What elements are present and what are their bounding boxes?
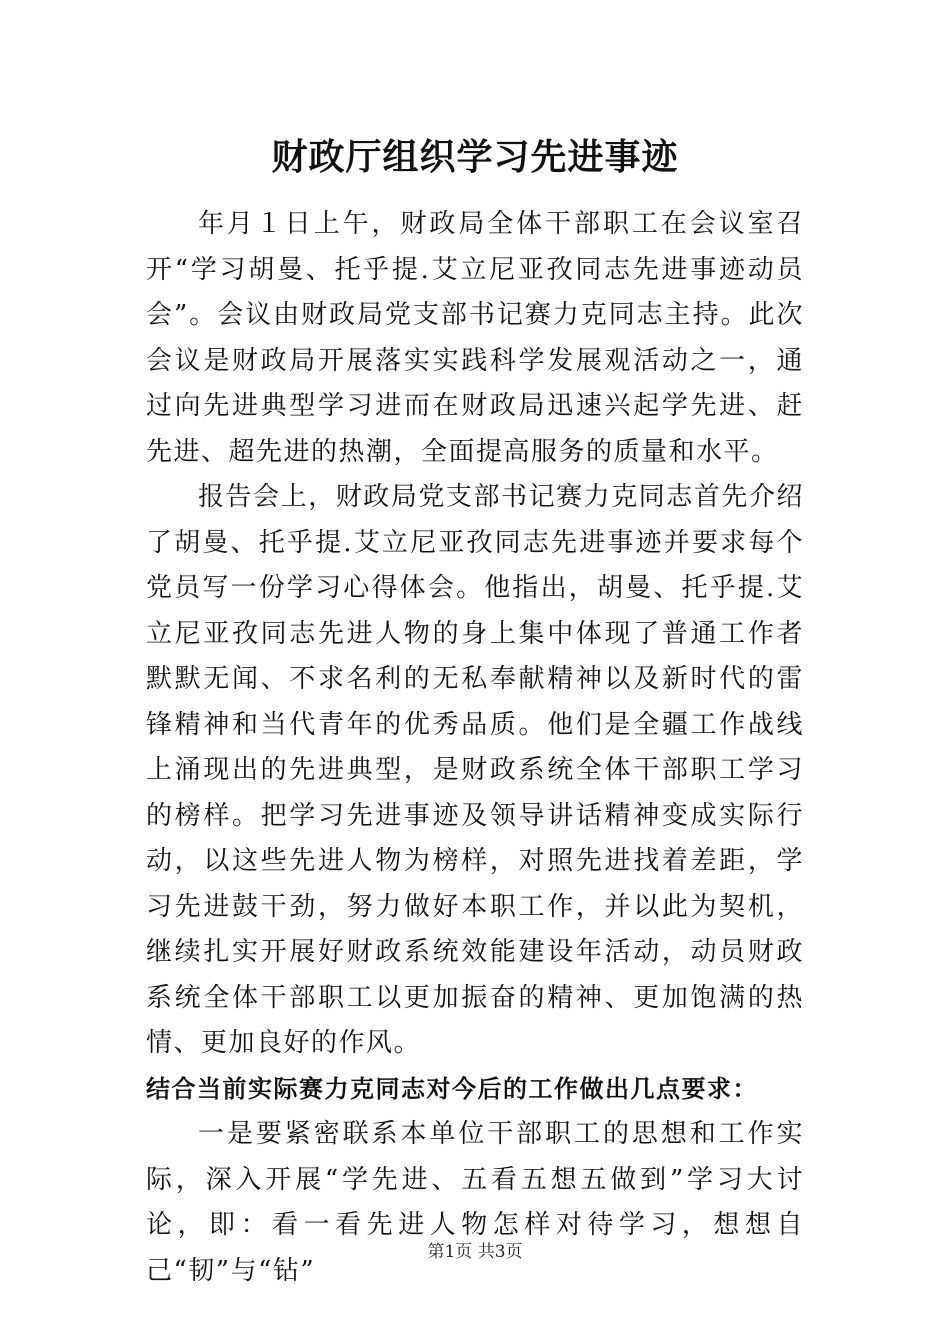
body-paragraph-3: 一是要紧密联系本单位干部职工的思想和工作实际，深入开展“学先进、五看五想五做到”学习大讨论，即：看一看先进人物怎样对待学习，想想自己“韧”与“钻” <box>146 1119 804 1286</box>
document-body <box>146 202 804 1294</box>
document-title: 财政厅组织学习先进事迹 <box>271 137 679 178</box>
body-paragraph-1: 年月１日上午，财政局全体干部职工在会议室召开“学习胡曼、托乎提.艾立尼亚孜同志先进事迹动员会”。会议由财政局党支部书记赛力克同志主持。此次会议是财政局开展落实实践科学发展观活动之一，通过向先进典型学习进而在财政局迅速兴起学先进、赶先进、超先进的热潮，全面提高服务的质量和水平。 <box>146 209 804 467</box>
section-heading: 结合当前实际赛力克同志对今后的工作做出几点要求： <box>146 1074 758 1103</box>
page-number-footer: 第1页 共3页 <box>427 1242 523 1262</box>
body-paragraph-2: 报告会上，财政局党支部书记赛力克同志首先介绍了胡曼、托乎提.艾立尼亚孜同志先进事迹并要求每个党员写一份学习心得体会。他指出，胡曼、托乎提.艾立尼亚孜同志先进人物的身上集中体现了普通工作者默默无闻、不求名利的无私奉献精神以及新时代的雷锋精神和当代青年的优秀品质。他们是全疆工作战线上涌现出的先进典型，是财政系统全体干部职工学习的榜样。把学习先进事迹及领导讲话精神变成实际行动，以这些先进人物为榜样，对照先进找着差距，学习先进鼓干劲，努力做好本职工作，并以此为契机，继续扎实开展好财政系统效能建设年活动，动员财政系统全体干部职工以更加振奋的精神、更加饱满的热情、更加良好的作风。 <box>146 482 804 1058</box>
